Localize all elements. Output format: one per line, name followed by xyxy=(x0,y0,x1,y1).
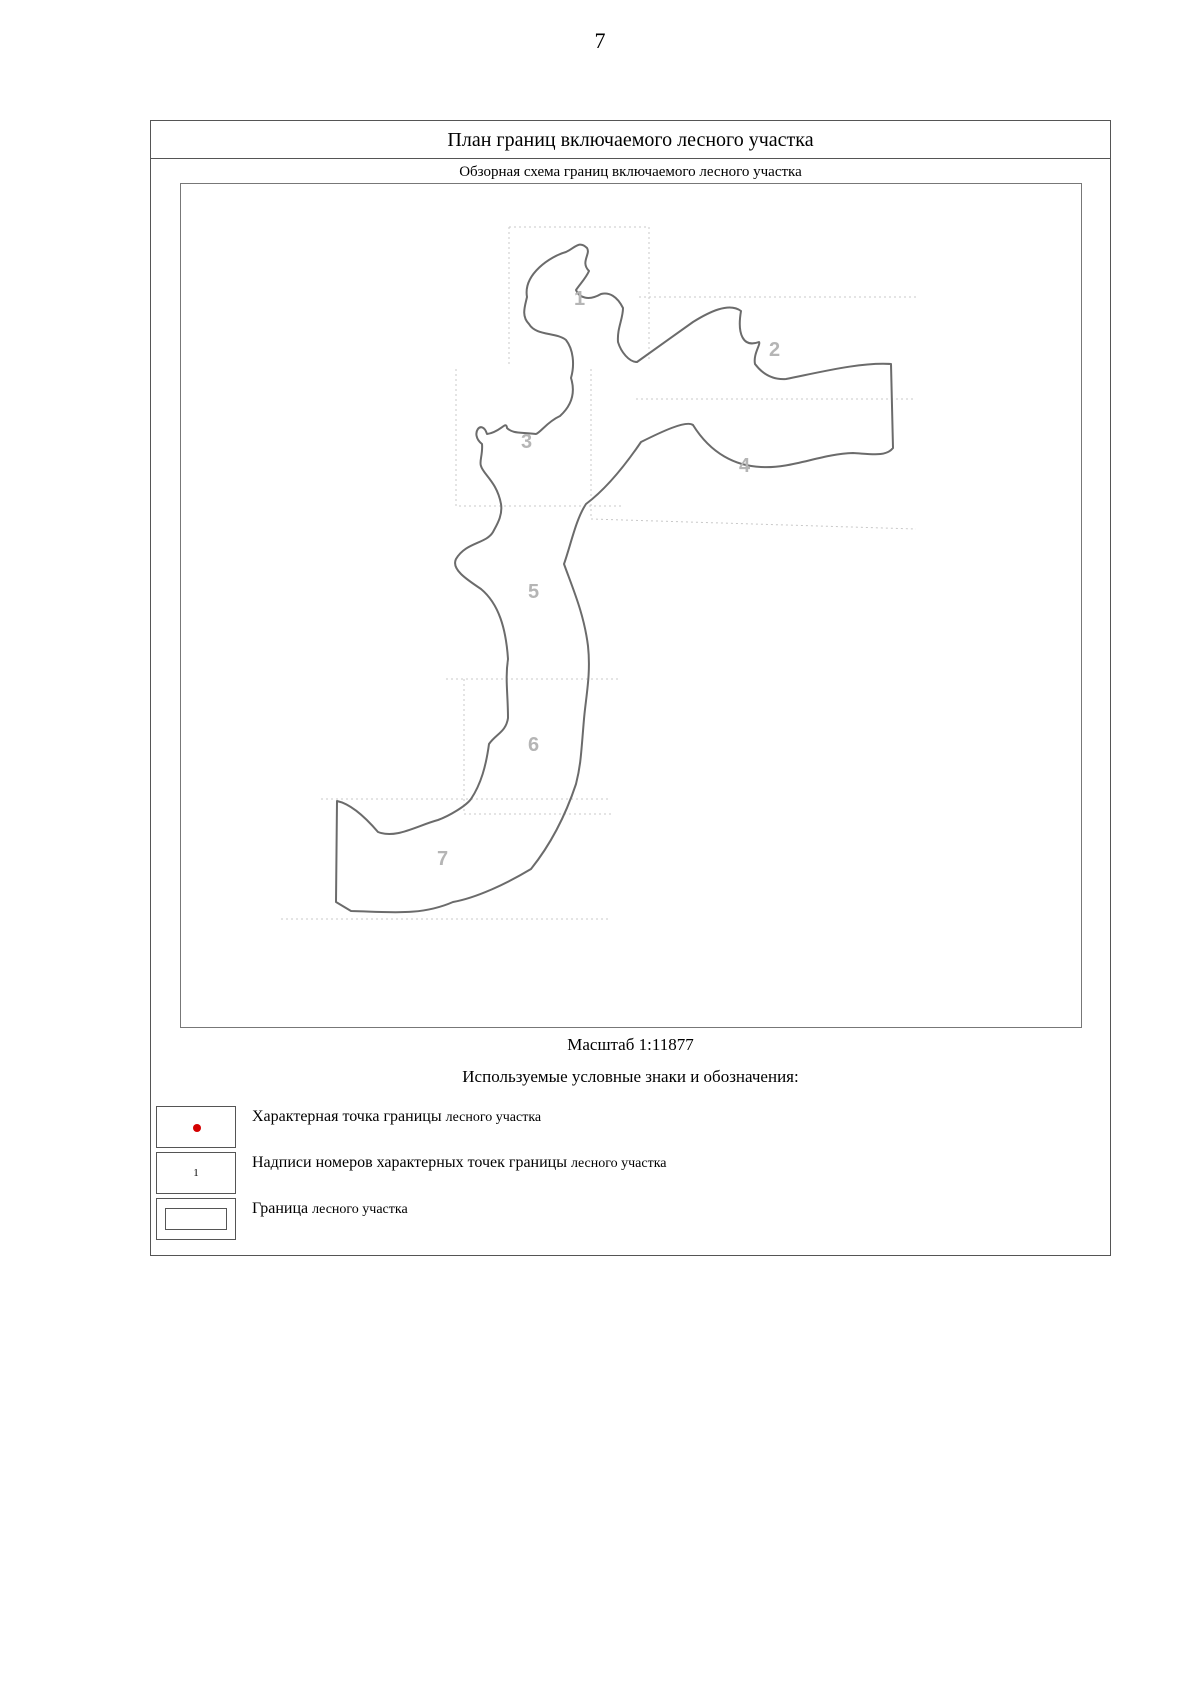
legend-label-boundary xyxy=(252,1200,408,1218)
grid-line xyxy=(456,369,621,506)
plan-frame xyxy=(150,120,1111,1256)
legend-title: Используемые условные знаки и обозначения: xyxy=(462,1067,799,1086)
plot-label-3: 3 xyxy=(521,431,533,453)
plot-label-1: 1 xyxy=(574,288,586,310)
legend-label-number xyxy=(252,1154,667,1172)
plot-label-4: 4 xyxy=(739,455,751,477)
legend-item-number xyxy=(156,1152,1056,1194)
plot-label-7: 7 xyxy=(437,848,449,870)
plot-label-2: 2 xyxy=(769,339,781,361)
legend-label-main: Граница xyxy=(252,1200,313,1217)
point-number-sample: 1 xyxy=(193,1167,199,1179)
plot-label-6: 6 xyxy=(528,734,540,756)
plot-label-5: 5 xyxy=(528,581,540,603)
map-drawing xyxy=(181,184,1081,1027)
legend-swatch-boundary xyxy=(156,1198,236,1240)
legend-item-point xyxy=(156,1106,1056,1148)
forest-plot-boundary xyxy=(336,245,893,913)
legend-label-small: лесного участка xyxy=(312,1202,408,1217)
legend-swatch-number xyxy=(156,1152,236,1194)
legend-label-small: лесного участка xyxy=(570,1156,667,1171)
plan-title: План границ включаемого лесного участка xyxy=(151,121,1110,159)
grid-line xyxy=(591,369,916,529)
scale-text: Масштаб 1:11877 xyxy=(567,1035,694,1054)
page-number: 7 xyxy=(594,28,606,53)
legend-label-main: Надписи номеров характерных точек границы xyxy=(252,1154,571,1171)
overview-map xyxy=(180,183,1082,1028)
legend-item-boundary xyxy=(156,1198,1056,1240)
red-point-icon xyxy=(193,1124,201,1132)
legend-swatch-point xyxy=(156,1106,236,1148)
legend-label-main: Характерная точка границы xyxy=(252,1108,446,1125)
boundary-rectangle-icon xyxy=(165,1208,227,1230)
legend-label-point xyxy=(252,1108,541,1126)
overview-subtitle: Обзорная схема границ включаемого лесного участка xyxy=(459,164,802,180)
legend-label-small: лесного участка xyxy=(445,1110,542,1125)
quarter-grid-lines xyxy=(281,227,916,919)
